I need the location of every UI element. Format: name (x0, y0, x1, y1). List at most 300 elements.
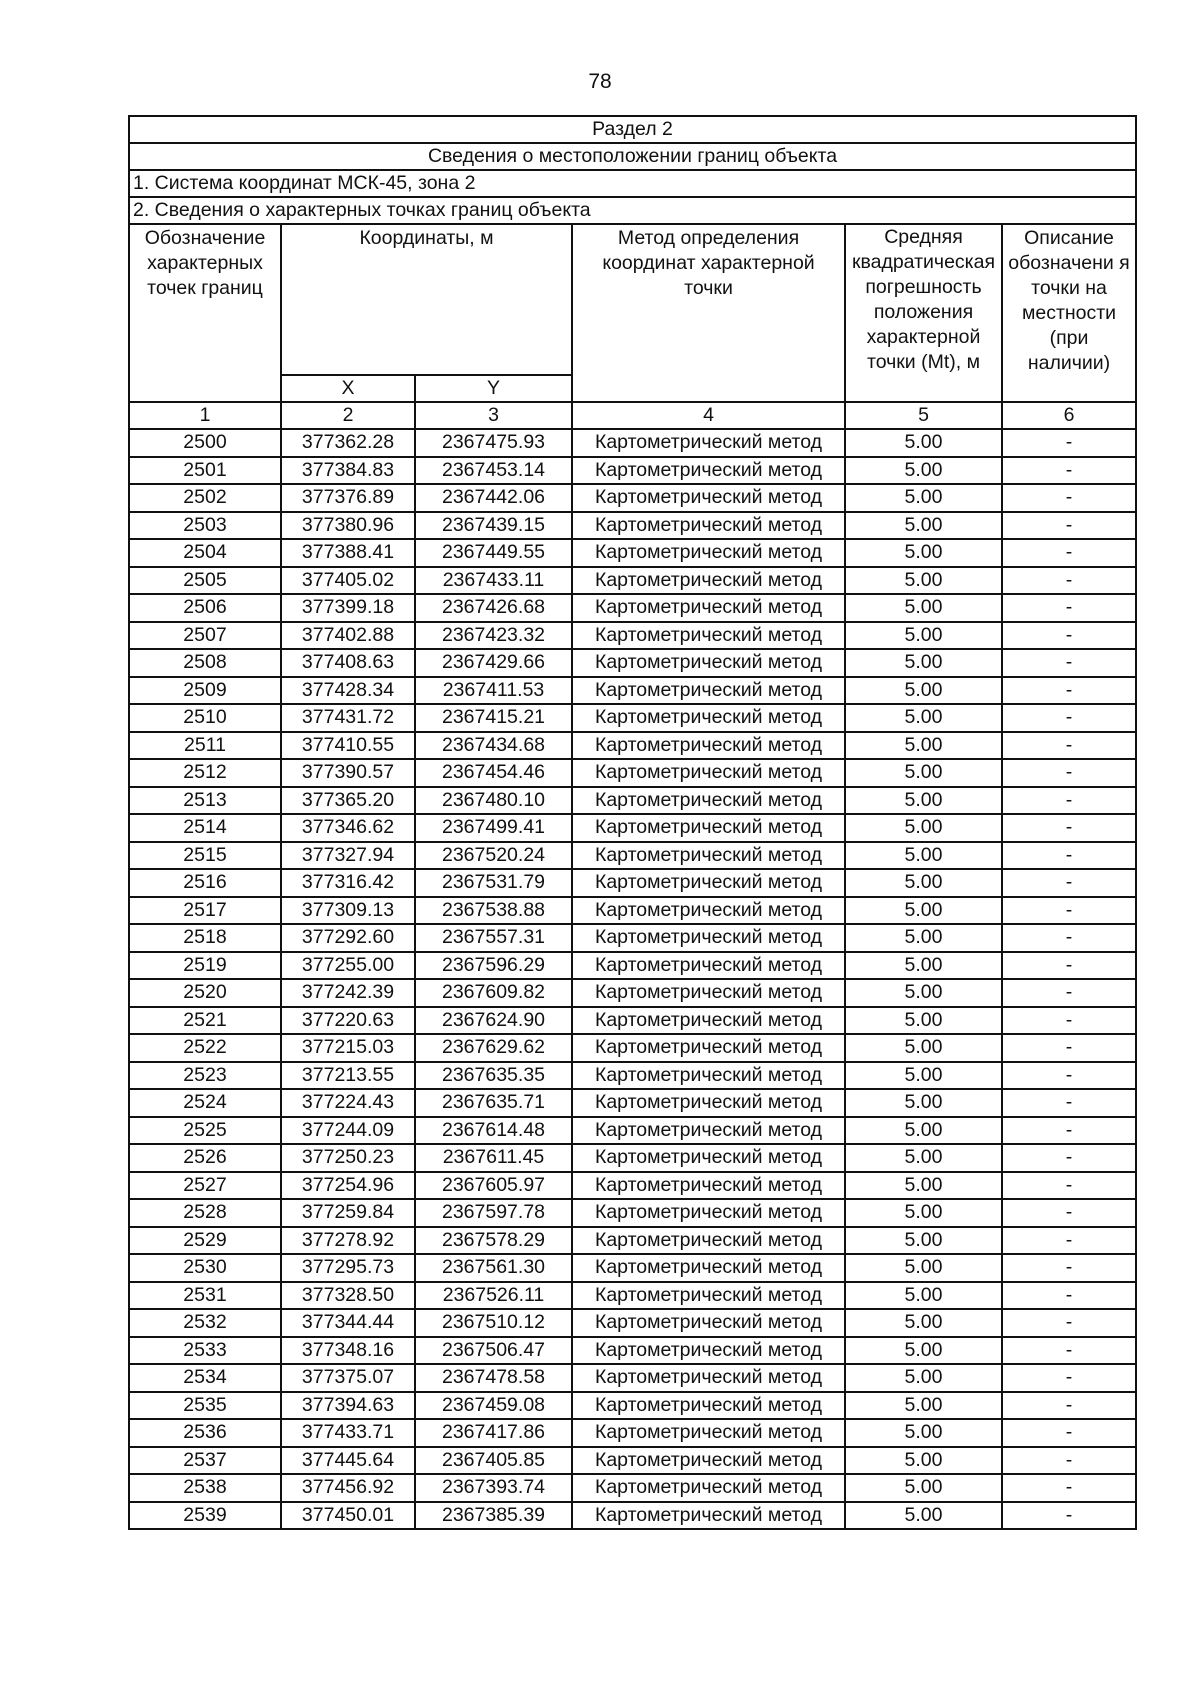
point-id-cell: 2530 (129, 1254, 281, 1282)
description-cell: - (1002, 1447, 1136, 1475)
method-cell: Картометрический метод (572, 567, 845, 595)
point-id-cell: 2529 (129, 1227, 281, 1255)
accuracy-cell: 5.00 (845, 1089, 1002, 1117)
point-id-cell: 2516 (129, 869, 281, 897)
method-cell: Картометрический метод (572, 842, 845, 870)
y-coordinate-cell: 2367426.68 (415, 594, 572, 622)
accuracy-cell: 5.00 (845, 677, 1002, 705)
description-cell: - (1002, 732, 1136, 760)
description-cell: - (1002, 594, 1136, 622)
x-coordinate-cell: 377456.92 (281, 1474, 415, 1502)
x-coordinate-cell: 377292.60 (281, 924, 415, 952)
y-coordinate-cell: 2367557.31 (415, 924, 572, 952)
method-cell: Картометрический метод (572, 1007, 845, 1035)
point-id-cell: 2500 (129, 429, 281, 457)
description-cell: - (1002, 1199, 1136, 1227)
x-coordinate-cell: 377405.02 (281, 567, 415, 595)
point-id-cell: 2536 (129, 1419, 281, 1447)
point-id-cell: 2511 (129, 732, 281, 760)
point-id-cell: 2517 (129, 897, 281, 925)
x-coordinate-cell: 377327.94 (281, 842, 415, 870)
description-cell: - (1002, 1007, 1136, 1035)
accuracy-cell: 5.00 (845, 732, 1002, 760)
point-id-cell: 2533 (129, 1337, 281, 1365)
table-row (129, 1419, 1136, 1447)
y-coordinate-cell: 2367526.11 (415, 1282, 572, 1310)
method-cell: Картометрический метод (572, 1309, 845, 1337)
point-id-cell: 2510 (129, 704, 281, 732)
accuracy-cell: 5.00 (845, 539, 1002, 567)
accuracy-cell: 5.00 (845, 1364, 1002, 1392)
description-cell: - (1002, 1309, 1136, 1337)
x-coordinate-cell: 377344.44 (281, 1309, 415, 1337)
x-coordinate-cell: 377365.20 (281, 787, 415, 815)
method-cell: Картометрический метод (572, 1254, 845, 1282)
x-coordinate-cell: 377399.18 (281, 594, 415, 622)
header-accuracy: Средняя квадратическая погрешность положения характерной точки (Mt), м (845, 224, 1002, 402)
accuracy-cell: 5.00 (845, 567, 1002, 595)
accuracy-cell: 5.00 (845, 842, 1002, 870)
accuracy-cell: 5.00 (845, 1392, 1002, 1420)
x-coordinate-cell: 377362.28 (281, 429, 415, 457)
accuracy-cell: 5.00 (845, 814, 1002, 842)
x-coordinate-cell: 377213.55 (281, 1062, 415, 1090)
method-cell: Картометрический метод (572, 897, 845, 925)
description-cell: - (1002, 952, 1136, 980)
accuracy-cell: 5.00 (845, 484, 1002, 512)
point-id-cell: 2514 (129, 814, 281, 842)
column-number: 6 (1002, 402, 1136, 429)
table-row (129, 484, 1136, 512)
description-cell: - (1002, 1364, 1136, 1392)
method-cell: Картометрический метод (572, 1392, 845, 1420)
y-coordinate-cell: 2367597.78 (415, 1199, 572, 1227)
y-coordinate-cell: 2367609.82 (415, 979, 572, 1007)
point-id-cell: 2525 (129, 1117, 281, 1145)
description-cell: - (1002, 1227, 1136, 1255)
table-row (129, 759, 1136, 787)
x-coordinate-cell: 377255.00 (281, 952, 415, 980)
accuracy-cell: 5.00 (845, 1227, 1002, 1255)
method-cell: Картометрический метод (572, 1282, 845, 1310)
description-cell: - (1002, 1419, 1136, 1447)
y-coordinate-cell: 2367611.45 (415, 1144, 572, 1172)
description-cell: - (1002, 1502, 1136, 1530)
method-cell: Картометрический метод (572, 787, 845, 815)
y-coordinate-cell: 2367393.74 (415, 1474, 572, 1502)
accuracy-cell: 5.00 (845, 429, 1002, 457)
accuracy-cell: 5.00 (845, 704, 1002, 732)
header-method: Метод определения координат характерной точки (572, 224, 845, 402)
point-id-cell: 2523 (129, 1062, 281, 1090)
x-coordinate-cell: 377384.83 (281, 457, 415, 485)
table-row (129, 1089, 1136, 1117)
point-id-cell: 2520 (129, 979, 281, 1007)
accuracy-cell: 5.00 (845, 1172, 1002, 1200)
description-cell: - (1002, 429, 1136, 457)
table-row (129, 1227, 1136, 1255)
accuracy-cell: 5.00 (845, 1309, 1002, 1337)
y-coordinate-cell: 2367624.90 (415, 1007, 572, 1035)
table-row (129, 842, 1136, 870)
table-row (129, 1172, 1136, 1200)
description-cell: - (1002, 1474, 1136, 1502)
method-cell: Картометрический метод (572, 539, 845, 567)
x-coordinate-cell: 377215.03 (281, 1034, 415, 1062)
x-coordinate-cell: 377242.39 (281, 979, 415, 1007)
accuracy-cell: 5.00 (845, 594, 1002, 622)
accuracy-cell: 5.00 (845, 897, 1002, 925)
description-cell: - (1002, 979, 1136, 1007)
y-coordinate-cell: 2367506.47 (415, 1337, 572, 1365)
x-coordinate-cell: 377445.64 (281, 1447, 415, 1475)
table-row (129, 1034, 1136, 1062)
accuracy-cell: 5.00 (845, 457, 1002, 485)
table-row (129, 704, 1136, 732)
x-coordinate-cell: 377316.42 (281, 869, 415, 897)
description-cell: - (1002, 1282, 1136, 1310)
method-cell: Картометрический метод (572, 979, 845, 1007)
method-cell: Картометрический метод (572, 594, 845, 622)
y-coordinate-cell: 2367596.29 (415, 952, 572, 980)
x-coordinate-cell: 377388.41 (281, 539, 415, 567)
accuracy-cell: 5.00 (845, 924, 1002, 952)
y-coordinate-cell: 2367423.32 (415, 622, 572, 650)
table-row (129, 1502, 1136, 1530)
point-id-cell: 2504 (129, 539, 281, 567)
column-number-row (129, 402, 1136, 429)
accuracy-cell: 5.00 (845, 1337, 1002, 1365)
table-row (129, 1309, 1136, 1337)
description-cell: - (1002, 897, 1136, 925)
y-coordinate-cell: 2367442.06 (415, 484, 572, 512)
x-coordinate-cell: 377224.43 (281, 1089, 415, 1117)
header-point-designation: Обозначение характерных точек границ (129, 224, 281, 402)
accuracy-cell: 5.00 (845, 759, 1002, 787)
description-cell: - (1002, 622, 1136, 650)
accuracy-cell: 5.00 (845, 1062, 1002, 1090)
table-row (129, 1364, 1136, 1392)
y-coordinate-cell: 2367434.68 (415, 732, 572, 760)
method-cell: Картометрический метод (572, 869, 845, 897)
table-row (129, 1474, 1136, 1502)
point-id-cell: 2501 (129, 457, 281, 485)
description-cell: - (1002, 1089, 1136, 1117)
description-cell: - (1002, 759, 1136, 787)
y-coordinate-cell: 2367635.35 (415, 1062, 572, 1090)
x-coordinate-cell: 377390.57 (281, 759, 415, 787)
description-cell: - (1002, 869, 1136, 897)
point-id-cell: 2522 (129, 1034, 281, 1062)
point-id-cell: 2519 (129, 952, 281, 980)
accuracy-cell: 5.00 (845, 1144, 1002, 1172)
header-x: X (281, 375, 415, 402)
description-cell: - (1002, 512, 1136, 540)
table-row (129, 732, 1136, 760)
table-row (129, 539, 1136, 567)
x-coordinate-cell: 377433.71 (281, 1419, 415, 1447)
column-number: 1 (129, 402, 281, 429)
y-coordinate-cell: 2367635.71 (415, 1089, 572, 1117)
column-number: 5 (845, 402, 1002, 429)
method-cell: Картометрический метод (572, 1117, 845, 1145)
x-coordinate-cell: 377410.55 (281, 732, 415, 760)
accuracy-cell: 5.00 (845, 1117, 1002, 1145)
point-id-cell: 2537 (129, 1447, 281, 1475)
table-row (129, 1282, 1136, 1310)
coordinate-system-line: 1. Система координат МСК-45, зона 2 (129, 170, 1136, 197)
header-description: Описание обозначени я точки на местности (при наличии) (1002, 224, 1136, 402)
y-coordinate-cell: 2367578.29 (415, 1227, 572, 1255)
description-cell: - (1002, 1172, 1136, 1200)
y-coordinate-cell: 2367605.97 (415, 1172, 572, 1200)
x-coordinate-cell: 377375.07 (281, 1364, 415, 1392)
method-cell: Картометрический метод (572, 1144, 845, 1172)
table-row (129, 622, 1136, 650)
method-cell: Картометрический метод (572, 1199, 845, 1227)
accuracy-cell: 5.00 (845, 787, 1002, 815)
point-id-cell: 2526 (129, 1144, 281, 1172)
accuracy-cell: 5.00 (845, 1502, 1002, 1530)
y-coordinate-cell: 2367439.15 (415, 512, 572, 540)
y-coordinate-cell: 2367561.30 (415, 1254, 572, 1282)
description-cell: - (1002, 1392, 1136, 1420)
method-cell: Картометрический метод (572, 1172, 845, 1200)
point-id-cell: 2506 (129, 594, 281, 622)
table-row (129, 1144, 1136, 1172)
table-row (129, 1392, 1136, 1420)
method-cell: Картометрический метод (572, 1089, 845, 1117)
description-cell: - (1002, 457, 1136, 485)
point-id-cell: 2518 (129, 924, 281, 952)
method-cell: Картометрический метод (572, 1474, 845, 1502)
method-cell: Картометрический метод (572, 429, 845, 457)
accuracy-cell: 5.00 (845, 869, 1002, 897)
x-coordinate-cell: 377394.63 (281, 1392, 415, 1420)
table-row (129, 814, 1136, 842)
method-cell: Картометрический метод (572, 1034, 845, 1062)
method-cell: Картометрический метод (572, 649, 845, 677)
description-cell: - (1002, 842, 1136, 870)
description-cell: - (1002, 567, 1136, 595)
y-coordinate-cell: 2367531.79 (415, 869, 572, 897)
method-cell: Картометрический метод (572, 1447, 845, 1475)
method-cell: Картометрический метод (572, 622, 845, 650)
y-coordinate-cell: 2367411.53 (415, 677, 572, 705)
point-id-cell: 2527 (129, 1172, 281, 1200)
accuracy-cell: 5.00 (845, 1282, 1002, 1310)
boundary-points-table (128, 115, 1137, 1530)
description-cell: - (1002, 539, 1136, 567)
table-row (129, 1254, 1136, 1282)
table-row (129, 1199, 1136, 1227)
method-cell: Картометрический метод (572, 512, 845, 540)
accuracy-cell: 5.00 (845, 622, 1002, 650)
method-cell: Картометрический метод (572, 1364, 845, 1392)
table-row (129, 567, 1136, 595)
table-row (129, 677, 1136, 705)
y-coordinate-cell: 2367629.62 (415, 1034, 572, 1062)
x-coordinate-cell: 377428.34 (281, 677, 415, 705)
table-row (129, 979, 1136, 1007)
y-coordinate-cell: 2367454.46 (415, 759, 572, 787)
y-coordinate-cell: 2367499.41 (415, 814, 572, 842)
accuracy-cell: 5.00 (845, 649, 1002, 677)
description-cell: - (1002, 484, 1136, 512)
description-cell: - (1002, 649, 1136, 677)
description-cell: - (1002, 1062, 1136, 1090)
accuracy-cell: 5.00 (845, 1474, 1002, 1502)
method-cell: Картометрический метод (572, 677, 845, 705)
method-cell: Картометрический метод (572, 814, 845, 842)
method-cell: Картометрический метод (572, 732, 845, 760)
description-cell: - (1002, 814, 1136, 842)
description-cell: - (1002, 677, 1136, 705)
accuracy-cell: 5.00 (845, 512, 1002, 540)
table-row (129, 429, 1136, 457)
y-coordinate-cell: 2367614.48 (415, 1117, 572, 1145)
y-coordinate-cell: 2367520.24 (415, 842, 572, 870)
points-info-line: 2. Сведения о характерных точках границ объекта (129, 197, 1136, 224)
table-row (129, 897, 1136, 925)
method-cell: Картометрический метод (572, 1227, 845, 1255)
point-id-cell: 2508 (129, 649, 281, 677)
x-coordinate-cell: 377295.73 (281, 1254, 415, 1282)
header-y: Y (415, 375, 572, 402)
point-id-cell: 2524 (129, 1089, 281, 1117)
x-coordinate-cell: 377278.92 (281, 1227, 415, 1255)
x-coordinate-cell: 377431.72 (281, 704, 415, 732)
point-id-cell: 2513 (129, 787, 281, 815)
column-number: 4 (572, 402, 845, 429)
x-coordinate-cell: 377328.50 (281, 1282, 415, 1310)
point-id-cell: 2521 (129, 1007, 281, 1035)
point-id-cell: 2502 (129, 484, 281, 512)
point-id-cell: 2538 (129, 1474, 281, 1502)
method-cell: Картометрический метод (572, 704, 845, 732)
method-cell: Картометрический метод (572, 952, 845, 980)
method-cell: Картометрический метод (572, 1419, 845, 1447)
method-cell: Картометрический метод (572, 1502, 845, 1530)
x-coordinate-cell: 377259.84 (281, 1199, 415, 1227)
description-cell: - (1002, 1117, 1136, 1145)
description-cell: - (1002, 1254, 1136, 1282)
x-coordinate-cell: 377346.62 (281, 814, 415, 842)
column-number: 3 (415, 402, 572, 429)
point-id-cell: 2505 (129, 567, 281, 595)
accuracy-cell: 5.00 (845, 1007, 1002, 1035)
method-cell: Картометрический метод (572, 924, 845, 952)
table-row (129, 1117, 1136, 1145)
point-id-cell: 2539 (129, 1502, 281, 1530)
table-row (129, 1447, 1136, 1475)
y-coordinate-cell: 2367415.21 (415, 704, 572, 732)
column-number: 2 (281, 402, 415, 429)
y-coordinate-cell: 2367510.12 (415, 1309, 572, 1337)
method-cell: Картометрический метод (572, 484, 845, 512)
y-coordinate-cell: 2367453.14 (415, 457, 572, 485)
accuracy-cell: 5.00 (845, 1254, 1002, 1282)
page-number: 78 (588, 70, 612, 93)
table-row (129, 594, 1136, 622)
y-coordinate-cell: 2367459.08 (415, 1392, 572, 1420)
y-coordinate-cell: 2367385.39 (415, 1502, 572, 1530)
x-coordinate-cell: 377348.16 (281, 1337, 415, 1365)
description-cell: - (1002, 787, 1136, 815)
point-id-cell: 2509 (129, 677, 281, 705)
y-coordinate-cell: 2367417.86 (415, 1419, 572, 1447)
x-coordinate-cell: 377380.96 (281, 512, 415, 540)
table-row (129, 1062, 1136, 1090)
x-coordinate-cell: 377250.23 (281, 1144, 415, 1172)
y-coordinate-cell: 2367429.66 (415, 649, 572, 677)
y-coordinate-cell: 2367449.55 (415, 539, 572, 567)
point-id-cell: 2507 (129, 622, 281, 650)
accuracy-cell: 5.00 (845, 1199, 1002, 1227)
table-row (129, 924, 1136, 952)
method-cell: Картометрический метод (572, 457, 845, 485)
table-row (129, 512, 1136, 540)
description-cell: - (1002, 704, 1136, 732)
accuracy-cell: 5.00 (845, 1034, 1002, 1062)
y-coordinate-cell: 2367475.93 (415, 429, 572, 457)
section-title: Раздел 2 (129, 116, 1136, 143)
point-id-cell: 2531 (129, 1282, 281, 1310)
accuracy-cell: 5.00 (845, 979, 1002, 1007)
table-row (129, 1337, 1136, 1365)
point-id-cell: 2534 (129, 1364, 281, 1392)
y-coordinate-cell: 2367538.88 (415, 897, 572, 925)
y-coordinate-cell: 2367478.58 (415, 1364, 572, 1392)
x-coordinate-cell: 377402.88 (281, 622, 415, 650)
accuracy-cell: 5.00 (845, 1447, 1002, 1475)
x-coordinate-cell: 377376.89 (281, 484, 415, 512)
y-coordinate-cell: 2367480.10 (415, 787, 572, 815)
accuracy-cell: 5.00 (845, 1419, 1002, 1447)
table-row (129, 457, 1136, 485)
point-id-cell: 2515 (129, 842, 281, 870)
x-coordinate-cell: 377450.01 (281, 1502, 415, 1530)
description-cell: - (1002, 1337, 1136, 1365)
table-row (129, 952, 1136, 980)
y-coordinate-cell: 2367433.11 (415, 567, 572, 595)
description-cell: - (1002, 1034, 1136, 1062)
table-row (129, 869, 1136, 897)
x-coordinate-cell: 377254.96 (281, 1172, 415, 1200)
method-cell: Картометрический метод (572, 1337, 845, 1365)
table-row (129, 649, 1136, 677)
point-id-cell: 2535 (129, 1392, 281, 1420)
description-cell: - (1002, 924, 1136, 952)
method-cell: Картометрический метод (572, 1062, 845, 1090)
description-cell: - (1002, 1144, 1136, 1172)
section-subtitle: Сведения о местоположении границ объекта (129, 143, 1136, 170)
x-coordinate-cell: 377220.63 (281, 1007, 415, 1035)
header-coordinates: Координаты, м (281, 224, 572, 375)
table-row (129, 787, 1136, 815)
method-cell: Картометрический метод (572, 759, 845, 787)
point-id-cell: 2528 (129, 1199, 281, 1227)
point-id-cell: 2532 (129, 1309, 281, 1337)
y-coordinate-cell: 2367405.85 (415, 1447, 572, 1475)
accuracy-cell: 5.00 (845, 952, 1002, 980)
x-coordinate-cell: 377309.13 (281, 897, 415, 925)
x-coordinate-cell: 377244.09 (281, 1117, 415, 1145)
table-row (129, 1007, 1136, 1035)
point-id-cell: 2503 (129, 512, 281, 540)
x-coordinate-cell: 377408.63 (281, 649, 415, 677)
point-id-cell: 2512 (129, 759, 281, 787)
